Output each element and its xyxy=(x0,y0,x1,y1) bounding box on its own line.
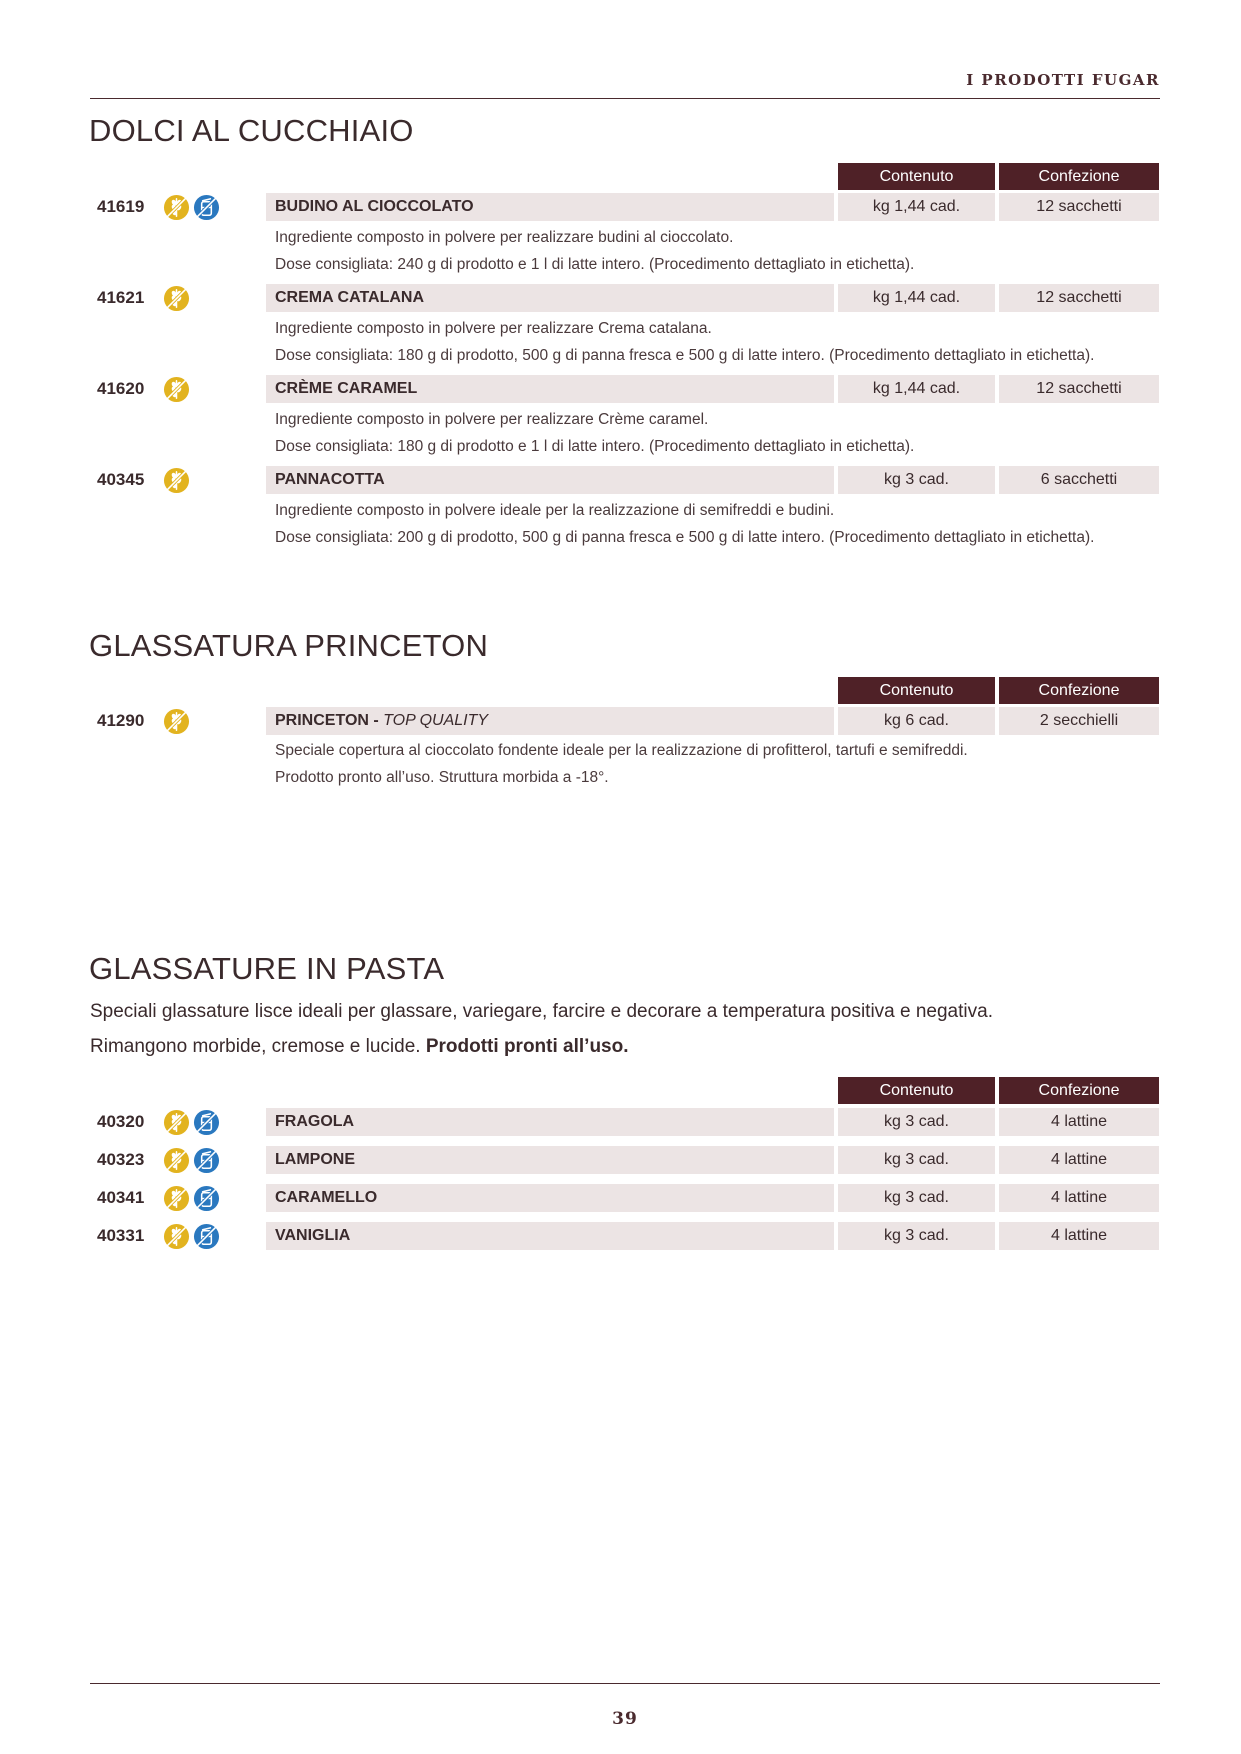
column-header-packaging: Confezione xyxy=(999,1077,1159,1104)
description-line: Speciali glassature lisce ideali per glassare, variegare, farcire e decorare a temperatura positiva e negativa. xyxy=(90,1001,993,1022)
product-icons xyxy=(163,467,190,495)
column-header-packaging: Confezione xyxy=(999,163,1159,190)
product-name: VANIGLIA xyxy=(266,1222,834,1250)
description-line: Ingrediente composto in polvere per realizzare Crema catalana. xyxy=(275,320,712,337)
cold-preparation-icon xyxy=(193,1185,220,1212)
running-title: I PRODOTTI FUGAR xyxy=(966,71,1160,89)
section-title: GLASSATURE IN PASTA xyxy=(89,951,445,986)
gluten-free-icon xyxy=(163,1223,190,1250)
product-code: 40331 xyxy=(97,1226,145,1245)
product-icons xyxy=(163,1223,220,1251)
product-icons xyxy=(163,708,190,736)
product-packaging: 12 sacchetti xyxy=(999,375,1159,403)
description-line: Ingrediente composto in polvere per realizzare Crème caramel. xyxy=(275,411,709,428)
product-name: PANNACOTTA xyxy=(266,466,834,494)
product-description xyxy=(275,497,1094,551)
gluten-free-icon xyxy=(163,1109,190,1136)
description-text: Rimangono morbide, cremose e lucide. xyxy=(90,1036,426,1057)
product-row xyxy=(0,193,1241,221)
gluten-free-icon xyxy=(163,376,190,403)
product-code: 40341 xyxy=(97,1188,145,1207)
product-description xyxy=(275,406,914,460)
product-code: 40345 xyxy=(97,470,145,489)
product-packaging: 12 sacchetti xyxy=(999,284,1159,312)
product-content: kg 3 cad. xyxy=(838,1146,995,1174)
product-code: 41290 xyxy=(97,711,145,730)
product-icons xyxy=(163,285,190,313)
product-row xyxy=(0,375,1241,403)
product-icons xyxy=(163,1147,220,1175)
product-content: kg 3 cad. xyxy=(838,1108,995,1136)
header-rule xyxy=(90,98,1160,99)
product-row xyxy=(0,1108,1241,1136)
product-content: kg 1,44 cad. xyxy=(838,375,995,403)
section-title: GLASSATURA PRINCETON xyxy=(89,628,489,663)
product-content: kg 3 cad. xyxy=(838,1222,995,1250)
description-line: Dose consigliata: 240 g di prodotto e 1 l di latte intero. (Procedimento dettagliato in etichetta). xyxy=(275,256,915,273)
product-row xyxy=(0,1222,1241,1250)
gluten-free-icon xyxy=(163,194,190,221)
column-header-content: Contenuto xyxy=(838,1077,995,1104)
description-line xyxy=(90,1029,993,1064)
product-name: LAMPONE xyxy=(266,1146,834,1174)
description-line: Dose consigliata: 180 g di prodotto, 500 g di panna fresca e 500 g di latte intero. (Procedimento dettagliato in etichetta). xyxy=(275,347,1095,364)
description-line: Ingrediente composto in polvere per realizzare budini al cioccolato. xyxy=(275,229,734,246)
product-packaging: 4 lattine xyxy=(999,1222,1159,1250)
product-row xyxy=(0,1184,1241,1212)
cold-preparation-icon xyxy=(193,1147,220,1174)
product-row xyxy=(0,707,1241,735)
section-title: DOLCI AL CUCCHIAIO xyxy=(89,113,414,148)
gluten-free-icon xyxy=(163,285,190,312)
product-content: kg 1,44 cad. xyxy=(838,284,995,312)
column-header-content: Contenuto xyxy=(838,163,995,190)
product-icons xyxy=(163,1185,220,1213)
description-line: Dose consigliata: 180 g di prodotto e 1 l di latte intero. (Procedimento dettagliato in etichetta). xyxy=(275,438,915,455)
product-packaging: 4 lattine xyxy=(999,1108,1159,1136)
product-name: FRAGOLA xyxy=(266,1108,834,1136)
product-packaging: 6 sacchetti xyxy=(999,466,1159,494)
description-line: Speciale copertura al cioccolato fondente ideale per la realizzazione di profitterol, tartufi e semifreddi. xyxy=(275,742,968,759)
description-line: Prodotto pronto all’uso. Struttura morbida a -18°. xyxy=(275,769,609,786)
product-code: 41621 xyxy=(97,288,145,307)
gluten-free-icon xyxy=(163,467,190,494)
product-packaging: 4 lattine xyxy=(999,1184,1159,1212)
product-name: BUDINO AL CIOCCOLATO xyxy=(266,193,834,221)
product-packaging: 2 secchielli xyxy=(999,707,1159,735)
page-number: 39 xyxy=(612,1709,638,1729)
description-emphasis: Prodotti pronti all’uso. xyxy=(425,1036,629,1057)
product-row xyxy=(0,284,1241,312)
column-header-packaging: Confezione xyxy=(999,677,1159,704)
product-name-text: PRINCETON - xyxy=(275,712,384,729)
product-content: kg 6 cad. xyxy=(838,707,995,735)
product-icons xyxy=(163,194,220,222)
product-description xyxy=(275,224,914,278)
product-content: kg 3 cad. xyxy=(838,466,995,494)
description-line: Dose consigliata: 200 g di prodotto, 500 g di panna fresca e 500 g di latte intero. (Procedimento dettagliato in etichetta). xyxy=(275,529,1095,546)
product-name: CREMA CATALANA xyxy=(266,284,834,312)
product-quality-tag: TOP QUALITY xyxy=(383,712,489,729)
product-code: 41620 xyxy=(97,379,145,398)
product-packaging: 12 sacchetti xyxy=(999,193,1159,221)
product-name: CARAMELLO xyxy=(266,1184,834,1212)
cold-preparation-icon xyxy=(193,1109,220,1136)
cold-preparation-icon xyxy=(193,1223,220,1250)
product-description xyxy=(275,737,968,791)
product-row xyxy=(0,1146,1241,1174)
description-line: Ingrediente composto in polvere ideale per la realizzazione di semifreddi e budini. xyxy=(275,502,835,519)
section-description xyxy=(90,994,993,1064)
gluten-free-icon xyxy=(163,708,190,735)
gluten-free-icon xyxy=(163,1147,190,1174)
product-row xyxy=(0,466,1241,494)
product-content: kg 3 cad. xyxy=(838,1184,995,1212)
product-icons xyxy=(163,1109,220,1137)
cold-preparation-icon xyxy=(193,194,220,221)
gluten-free-icon xyxy=(163,1185,190,1212)
product-code: 40323 xyxy=(97,1150,145,1169)
footer-rule xyxy=(90,1683,1160,1684)
product-icons xyxy=(163,376,190,404)
column-header-content: Contenuto xyxy=(838,677,995,704)
product-code: 40320 xyxy=(97,1112,145,1131)
product-code: 41619 xyxy=(97,197,145,216)
product-name: CRÈME CARAMEL xyxy=(266,375,834,403)
product-description xyxy=(275,315,1094,369)
product-content: kg 1,44 cad. xyxy=(838,193,995,221)
product-packaging: 4 lattine xyxy=(999,1146,1159,1174)
product-name xyxy=(266,707,834,735)
